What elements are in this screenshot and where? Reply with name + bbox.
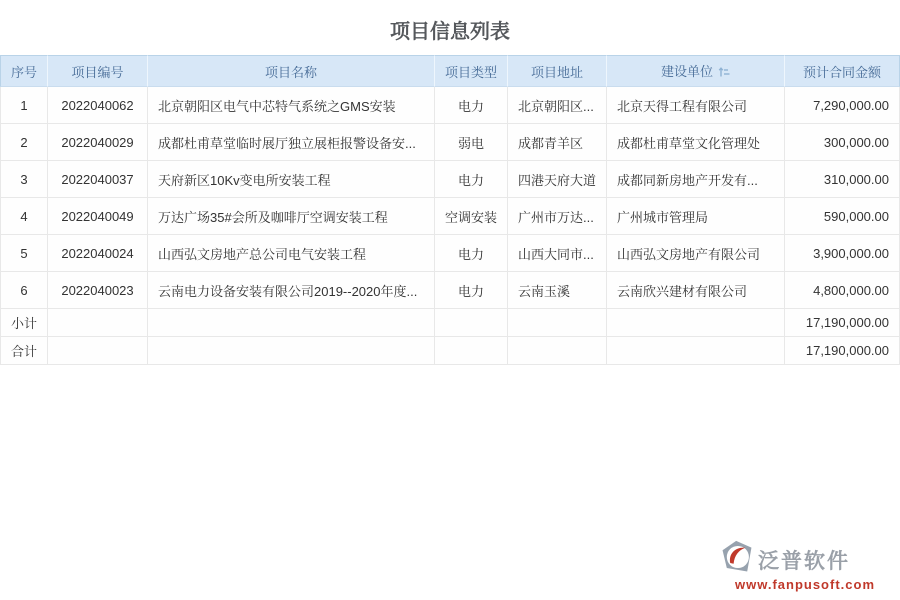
cell-seq: 6 (0, 272, 48, 309)
col-header-name-label: 项目名称 (264, 64, 317, 80)
col-header-seq (0, 55, 48, 87)
col-header-builder-label: 建设单位 (660, 64, 713, 79)
cell-builder: 北京天得工程有限公司 (607, 87, 785, 124)
table-row[interactable] (0, 161, 900, 198)
cell-amount: 3,900,000.00 (785, 235, 900, 272)
col-header-type (435, 55, 508, 87)
col-header-name (148, 55, 435, 87)
col-header-code (48, 55, 148, 87)
cell-code: 2022040023 (48, 272, 148, 309)
cell-name: 山西弘文房地产总公司电气安装工程 (148, 235, 435, 272)
col-header-seq-label: 序号 (10, 64, 37, 80)
cell-seq: 3 (0, 161, 48, 198)
cell-builder: 成都同新房地产开发有... (607, 161, 785, 198)
cell-builder: 云南欣兴建材有限公司 (607, 272, 785, 309)
cell-empty (508, 337, 607, 365)
col-header-code-label: 项目编号 (71, 64, 124, 80)
total-row (0, 337, 900, 365)
cell-address: 山西大同市... (508, 235, 607, 272)
cell-name: 万达广场35#会所及咖啡厅空调安装工程 (148, 198, 435, 235)
vendor-watermark (720, 540, 890, 592)
cell-type: 电力 (435, 235, 508, 272)
total-amount: 17,190,000.00 (785, 337, 900, 365)
cell-seq: 2 (0, 124, 48, 161)
col-header-address-label: 项目地址 (530, 64, 583, 80)
cell-seq: 1 (0, 87, 48, 124)
col-header-builder (607, 55, 785, 87)
fanpu-logo-icon (720, 540, 754, 579)
table-row[interactable] (0, 124, 900, 161)
total-label: 合计 (0, 337, 48, 365)
cell-type: 电力 (435, 87, 508, 124)
col-header-type-label: 项目类型 (444, 64, 497, 80)
cell-address: 广州市万达... (508, 198, 607, 235)
cell-empty (607, 309, 785, 337)
col-header-amount (785, 55, 900, 87)
page-title: 项目信息列表 (390, 21, 510, 43)
cell-builder: 成都杜甫草堂文化管理处 (607, 124, 785, 161)
table-row[interactable] (0, 272, 900, 309)
cell-type: 电力 (435, 161, 508, 198)
cell-amount: 310,000.00 (785, 161, 900, 198)
table-row[interactable] (0, 87, 900, 124)
cell-name: 云南电力设备安装有限公司2019--2020年度... (148, 272, 435, 309)
table-row[interactable] (0, 198, 900, 235)
cell-builder: 山西弘文房地产有限公司 (607, 235, 785, 272)
table-header-row (0, 55, 900, 87)
cell-address: 北京朝阳区... (508, 87, 607, 124)
cell-seq: 4 (0, 198, 48, 235)
cell-empty (48, 337, 148, 365)
cell-empty (148, 337, 435, 365)
cell-amount: 4,800,000.00 (785, 272, 900, 309)
project-info-table (0, 55, 900, 365)
cell-empty (508, 309, 607, 337)
cell-builder: 广州城市管理局 (607, 198, 785, 235)
cell-type: 空调安装 (435, 198, 508, 235)
cell-address: 成都青羊区 (508, 124, 607, 161)
cell-name: 成都杜甫草堂临时展厅独立展柜报警设备安... (148, 124, 435, 161)
cell-name: 北京朝阳区电气中芯特气系统之GMS安装 (148, 87, 435, 124)
cell-type: 弱电 (435, 124, 508, 161)
cell-empty (148, 309, 435, 337)
cell-amount: 300,000.00 (785, 124, 900, 161)
cell-amount: 7,290,000.00 (785, 87, 900, 124)
cell-empty (48, 309, 148, 337)
cell-type: 电力 (435, 272, 508, 309)
cell-code: 2022040024 (48, 235, 148, 272)
cell-name: 天府新区10Kv变电所安装工程 (148, 161, 435, 198)
col-header-amount-label: 预计合同金额 (802, 64, 881, 80)
cell-address: 云南玉溪 (508, 272, 607, 309)
cell-empty (435, 309, 508, 337)
vendor-name: 泛普软件 (758, 549, 850, 573)
cell-amount: 590,000.00 (785, 198, 900, 235)
cell-empty (435, 337, 508, 365)
sort-ascending-icon[interactable] (718, 66, 730, 81)
cell-address: 四港天府大道 (508, 161, 607, 198)
subtotal-amount: 17,190,000.00 (785, 309, 900, 337)
cell-code: 2022040029 (48, 124, 148, 161)
cell-seq: 5 (0, 235, 48, 272)
subtotal-label: 小计 (0, 309, 48, 337)
vendor-website: www.fanpusoft.com (734, 577, 876, 592)
cell-code: 2022040037 (48, 161, 148, 198)
cell-empty (607, 337, 785, 365)
cell-code: 2022040062 (48, 87, 148, 124)
col-header-address (508, 55, 607, 87)
table-row[interactable] (0, 235, 900, 272)
cell-code: 2022040049 (48, 198, 148, 235)
subtotal-row (0, 309, 900, 337)
